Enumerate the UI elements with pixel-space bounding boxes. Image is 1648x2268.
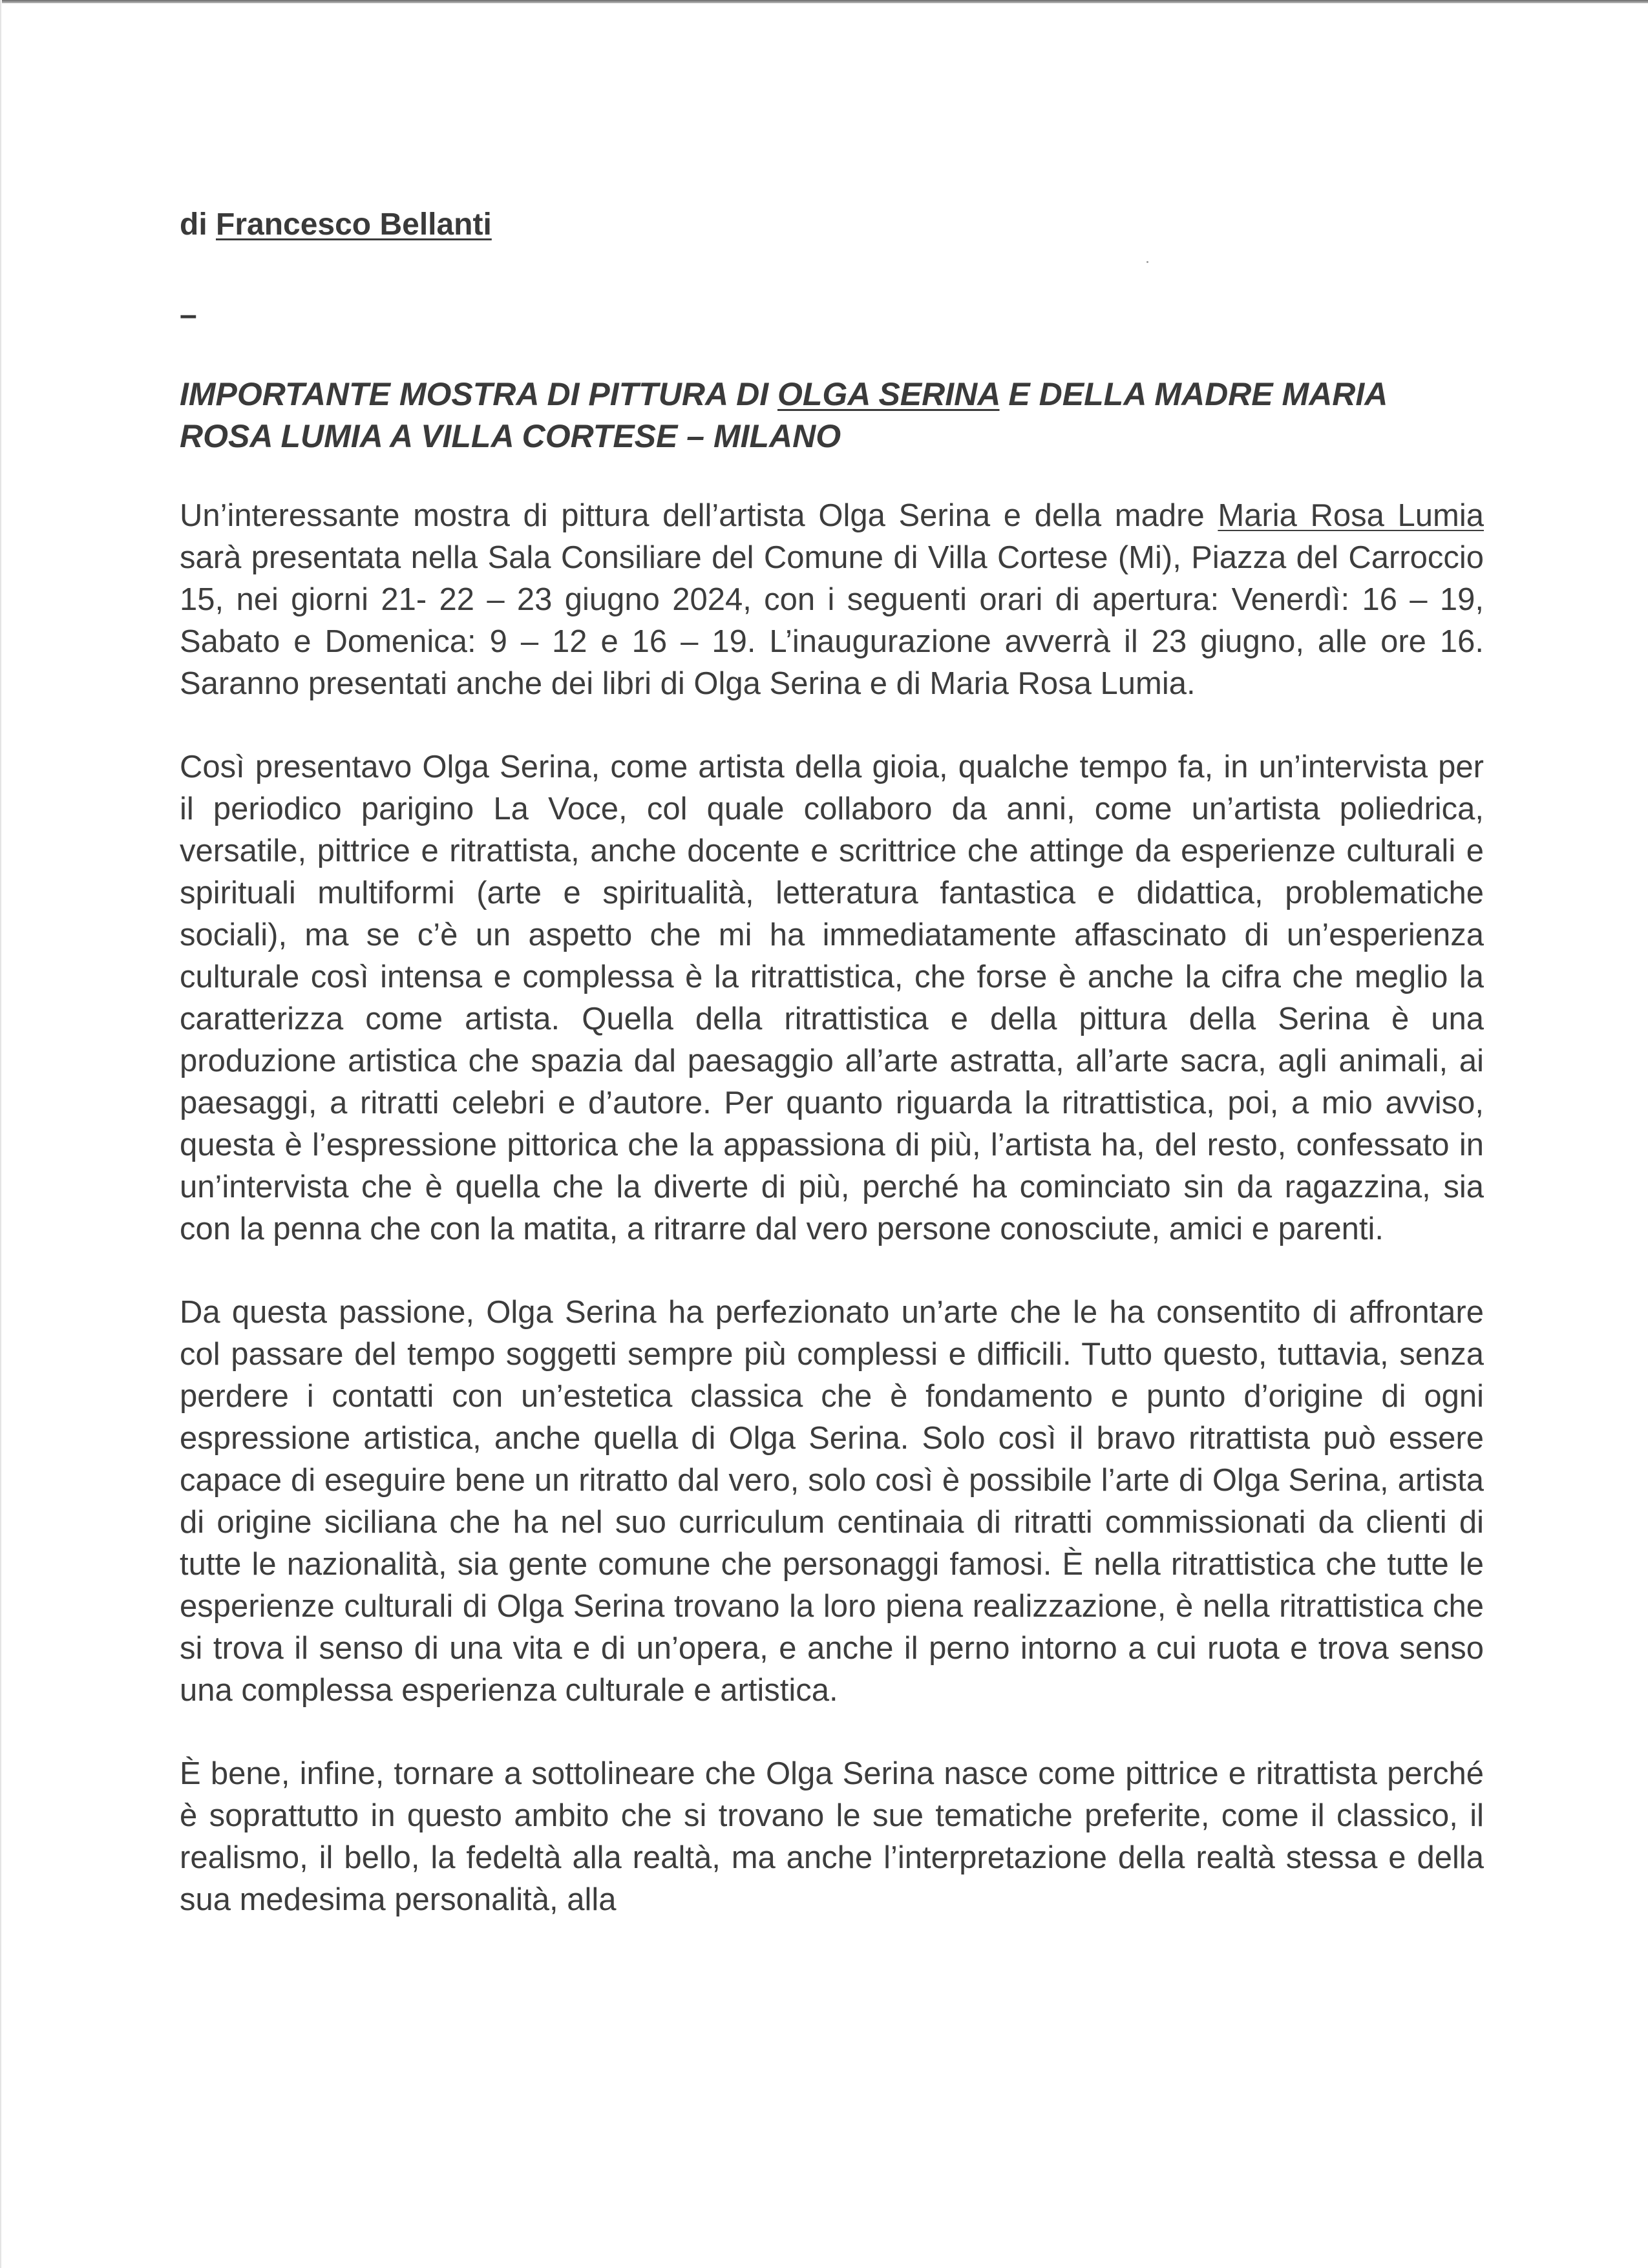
paragraph-1-part1: Un’interessante mostra di pittura dell’artista Olga Serina e della madre xyxy=(180,498,1218,533)
document-page xyxy=(180,205,1484,1921)
headline-part2: E DELLA MADRE MARIA ROSA LUMIA A VILLA CORTESE – MILANO xyxy=(180,376,1387,454)
paragraph-2: Così presentavo Olga Serina, come artista della gioia, qualche tempo fa, in un’intervista per il periodico parigino La Voce, col quale collaboro da anni, come un’artista poliedrica, versatile, pittrice e ritrattista, anche docente e scrittrice che attinge da esperienze culturali e spirituali multiformi (arte e spiritualità, letteratura fantastica e didattica, problematiche sociali), ma se c’è un aspetto che mi ha immediatamente affascinato di un’esperienza culturale così intensa e complessa è la ritrattistica, che forse è anche la cifra che meglio la caratterizza come artista. Quella della ritrattistica e della pittura della Serina è una produzione artistica che spazia dal paesaggio all’arte astratta, all’arte sacra, agli animali, ai paesaggi, a ritratti celebri e d’autore. Per quanto riguarda la ritrattistica, poi, a mio avviso, questa è l’espressione pittorica che la appassiona di più, l’artista ha, del resto, confessato in un’intervista che è quella che la diverte di più, perché ha cominciato sin da ragazzina, sia con la penna che con la matita, a ritrarre dal vero persone conosciute, amici e parenti. xyxy=(180,750,1484,1246)
scan-edge-left xyxy=(0,0,2,2268)
headline-part1: IMPORTANTE MOSTRA DI PITTURA DI xyxy=(180,376,777,412)
byline xyxy=(180,205,1484,244)
paragraph-1-part2: sarà presentata nella Sala Consiliare del Comune di Villa Cortese (Mi), Piazza del Carroccio 15, nei giorni 21- 22 – 23 giugno 2024, con i seguenti orari di apertura: Venerdì: 16 – 19, Sabato e Domenica: 9 – 12 e 16 – 19. L’inaugurazione avverrà il 23 giugno, alle ore 16. Saranno presentati anche dei libri di Olga Serina e di Maria Rosa Lumia. xyxy=(180,540,1484,701)
byline-prefix: di xyxy=(180,207,207,242)
headline-underlined-name: OLGA SERINA xyxy=(777,376,1000,412)
paragraph-3: Da questa passione, Olga Serina ha perfezionato un’arte che le ha consentito di affrontare col passare del tempo soggetti sempre più complessi e difficili. Tutto questo, tuttavia, senza perdere i contatti con un’estetica classica che è fondamento e punto d’origine di ogni espressione artistica, anche quella di Olga Serina. Solo così il bravo ritrattista può essere capace di eseguire bene un ritratto dal vero, solo così è possibile l’arte di Olga Serina, artista di origine siciliana che ha nel suo curriculum centinaia di ritratti commissionati da clienti di tutte le nazionalità, sia gente comune che personaggi famosi. È nella ritrattistica che tutte le esperienze culturali di Olga Serina trovano la loro piena realizzazione, è nella ritrattistica che si trova il senso di una vita e di un’opera, e anche il perno intorno a cui ruota e trova senso una complessa esperienza culturale e artistica. xyxy=(180,1295,1484,1708)
paragraph-1 xyxy=(180,495,1484,705)
paragraph-4: È bene, infine, tornare a sottolineare che Olga Serina nasce come pittrice e ritrattista perché è soprattutto in questo ambito che si trovano le sue tematiche preferite, come il classico, il realismo, il bello, la fedeltà alla realtà, ma anche l’interpretazione della realtà stessa e della sua medesima personalità, alla xyxy=(180,1756,1484,1917)
scan-edge-top xyxy=(0,0,1648,3)
separator-dash: – xyxy=(180,298,197,332)
paragraph-1-underlined-name: Maria Rosa Lumia xyxy=(1218,498,1484,533)
byline-author: Francesco Bellanti xyxy=(216,207,492,242)
article-headline xyxy=(180,373,1484,457)
